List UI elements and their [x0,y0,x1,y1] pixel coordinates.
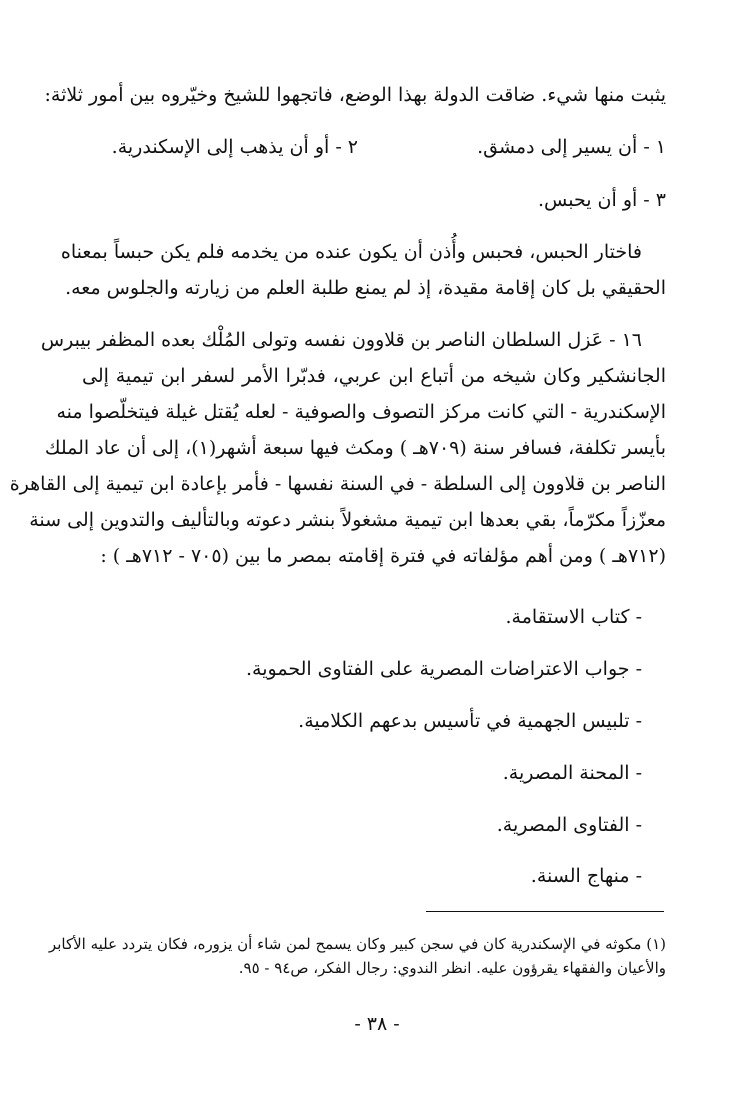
book-list-item: - منهاج السنة. [530,865,642,887]
book-list-item: - الفتاوى المصرية. [496,814,642,836]
paragraph-2-line-1: ١٦ - عَزل السلطان الناصر بن قلاوون نفسه وتولى المُلْك بعده المظفر بيبرس [40,329,642,351]
paragraph-1-line-2: الحقيقي بل كان إقامة مقيدة، إذ لم يمنع طلبة العلم من زيارته والجلوس معه. [65,277,666,299]
book-list-item: - جواب الاعتراضات المصرية على الفتاوى الحموية. [246,658,642,680]
option-1: ١ - أن يسير إلى دمشق. [477,136,666,158]
option-3: ٣ - أو أن يحبس. [537,189,666,211]
paragraph-2-line-7: (٧١٢هـ ) ومن أهم مؤلفاته في فترة إقامته بمصر ما بين (٧٠٥ - ٧١٢هـ ) : [100,545,666,567]
paragraph-2-line-3: الإسكندرية - التي كانت مركز التصوف والصوفية - لعله يُقتل غيلة فيتخلّصوا منه [56,401,666,423]
book-list-item: - تلبيس الجهمية في تأسيس بدعهم الكلامية. [298,710,642,732]
paragraph-2-line-4: بأيسر تكلفة، فسافر سنة (٧٠٩هـ ) ومكث فيها سبعة أشهر(١)، إلى أن عاد الملك [44,437,666,459]
paragraph-2-line-2: الجانشكير وكان شيخه من أتباع ابن عربي، فدبّرا الأمر لسفر ابن تيمية إلى [82,365,666,387]
intro-line: يثبت منها شيء. ضاقت الدولة بهذا الوضع، فاتجهوا للشيخ وخيّروه بين أمور ثلاثة: [44,84,666,106]
option-2: ٢ - أو أن يذهب إلى الإسكندرية. [111,136,358,158]
book-list-item: - المحنة المصرية. [502,762,642,784]
paragraph-2-line-6: معزّزاً مكرّماً، بقي بعدها ابن تيمية مشغولاً بنشر دعوته وبالتأليف والتدوين إلى سنة [29,509,666,531]
footnote-separator [426,911,664,912]
page-number: - ٣٨ - [354,1013,400,1035]
footnote-line-2: والأعيان والفقهاء يقرؤون عليه. انظر الندوي: رجال الفكر، ص٩٤ - ٩٥. [238,959,666,977]
footnote-line-1: (١) مكوثه في الإسكندرية كان في سجن كبير وكان يسمح لمن شاء أن يزوره، فكان يتردد عليه الأكابر [48,935,666,953]
book-list-item: - كتاب الاستقامة. [505,606,642,628]
paragraph-1-line-1: فاختار الحبس، فحبس وأُذن أن يكون عنده من يخدمه فلم يكن حبساً بمعناه [60,241,642,263]
paragraph-2-line-5: الناصر بن قلاوون إلى السلطة - في السنة نفسها - فأمر بإعادة ابن تيمية إلى القاهرة [9,473,666,495]
